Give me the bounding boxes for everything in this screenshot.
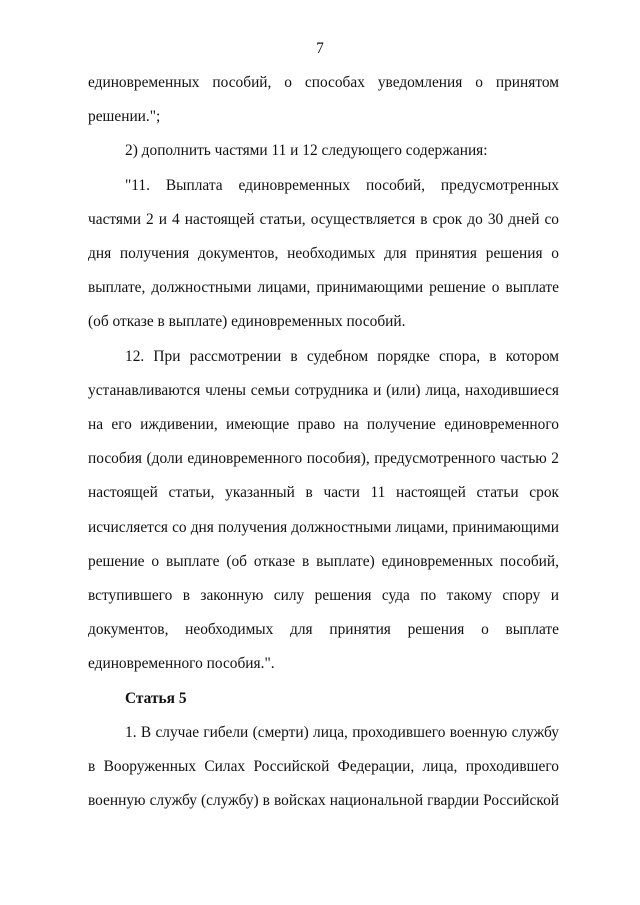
paragraph-amendment-item-2: 2) дополнить частями 11 и 12 следующего содержания: bbox=[125, 142, 488, 160]
article-heading: Статья 5 bbox=[125, 689, 187, 707]
paragraph-part-11: "11. Выплата единовременных пособий, предусмотренных частями 2 и 4 настоящей статьи, осуществляется в срок до 30 дней со дня получения документов, необходимых для принятия решения о выплате, должностными лицами, принимающими решение о выплате (об отказе в выплате) единовременных пособий. bbox=[88, 176, 559, 331]
paragraph-part-12: 12. При рассмотрении в судебном порядке спора, в котором устанавливаются члены семьи сотрудника и (или) лица, находившиеся на его иждивении, имеющие право на получение единовременного пособия (доли единовременного пособия), предусмотренного частью 2 настоящей статьи, указанный в части 11 настоящей статьи срок исчисляется со дня получения должностными лицами, принимающими решение о выплате (об отказе в выплате) единовременных пособий, вступившего в законную силу решения суда по такому спору и документов, необходимых для принятия решения о выплате единовременного пособия.". bbox=[88, 347, 559, 673]
paragraph-article-5-part-1: 1. В случае гибели (смерти) лица, проходившего военную службу в Вооруженных Силах Российской Федерации, лица, проходившего военную службу (службу) в войсках национальной гвардии Российской bbox=[88, 723, 559, 810]
paragraph-continuation: единовременных пособий, о способах уведомления о принятом решении."; bbox=[88, 74, 559, 126]
document-body bbox=[88, 66, 559, 818]
page-number: 7 bbox=[316, 40, 324, 57]
